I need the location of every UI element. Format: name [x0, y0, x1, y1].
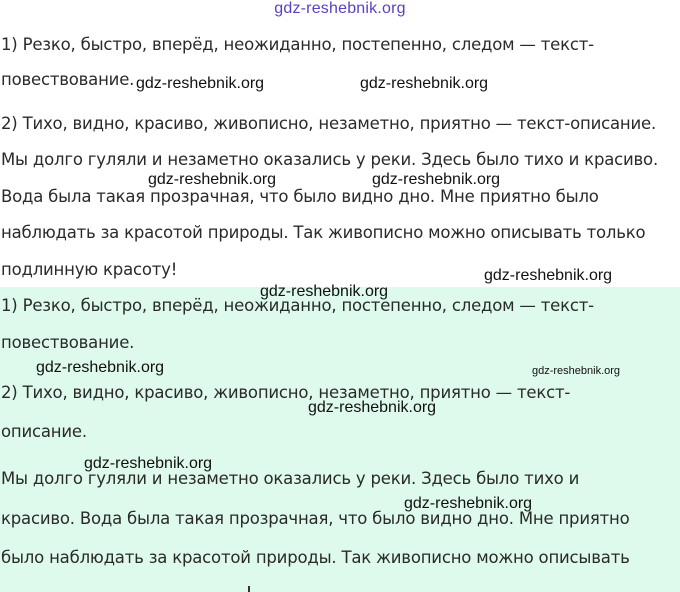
watermark: gdz-reshebnik.org	[360, 75, 489, 92]
watermark: gdz-reshebnik.org	[404, 495, 533, 512]
text-line: наблюдать за красотой природы. Так живописно можно описывать только	[1, 223, 646, 242]
watermark: gdz-reshebnik.org	[484, 267, 613, 284]
text-line: повествование.	[1, 70, 135, 89]
text-line: Мы долго гуляли и незаметно оказались у реки. Здесь было тихо и красиво.	[1, 150, 658, 169]
watermark: gdz-reshebnik.org	[84, 455, 213, 472]
text-line: красиво. Вода была такая прозрачная, что было видно дно. Мне приятно	[1, 509, 630, 528]
text-line: 1) Резко, быстро, вперёд, неожиданно, постепенно, следом — текст-	[1, 35, 594, 54]
watermark: gdz-reshebnik.org	[372, 171, 501, 188]
text-line: 2) Тихо, видно, красиво, живописно, незаметно, приятно — текст-описание.	[1, 114, 657, 133]
text-line: описание.	[1, 422, 87, 441]
site-header-link[interactable]: gdz-reshebnik.org	[274, 0, 406, 17]
watermark: gdz-reshebnik.org	[148, 171, 277, 188]
watermark: gdz-reshebnik.org	[36, 359, 165, 376]
watermark: gdz-reshebnik.org	[136, 75, 265, 92]
text-line: 1) Резко, быстро, вперёд, неожиданно, постепенно, следом — текст-	[1, 296, 594, 315]
watermark: gdz-reshebnik.org	[260, 283, 389, 300]
answer-text-highlighted	[0, 287, 680, 592]
watermark: gdz-reshebnik.org	[308, 399, 437, 416]
text-line: подлинную красоту!	[1, 260, 178, 279]
text-line: 2) Тихо, видно, красиво, живописно, незаметно, приятно — текст-	[1, 383, 571, 402]
watermark: gdz-reshebnik.org	[532, 365, 621, 377]
cut-off-glyph	[248, 586, 250, 592]
answer-text-plain	[0, 25, 680, 287]
text-line: повествование.	[1, 333, 135, 352]
text-line: Мы долго гуляли и незаметно оказались у реки. Здесь было тихо и	[1, 469, 580, 488]
text-line: было наблюдать за красотой природы. Так живописно можно описывать	[1, 548, 630, 567]
text-line: Вода была такая прозрачная, что было видно дно. Мне приятно было	[1, 187, 599, 206]
